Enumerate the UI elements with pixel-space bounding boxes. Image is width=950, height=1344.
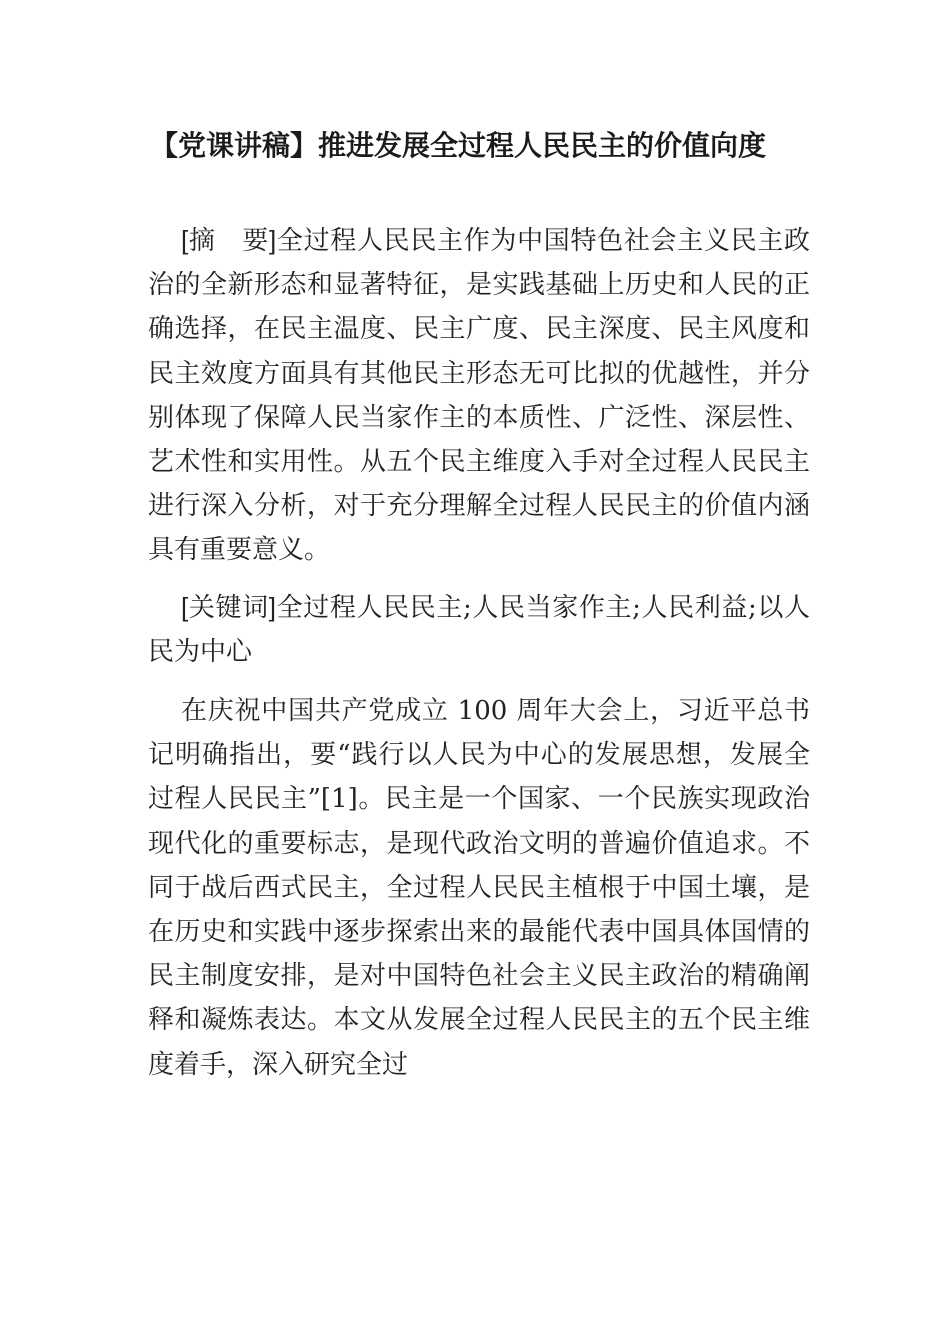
- intro-paragraph: 在庆祝中国共产党成立 100 周年大会上，习近平总书记明确指出，要“践行以人民为中心的发展思想，发展全过程人民民主”[1]。民主是一个国家、一个民族实现政治现代化的重要标志，是现代政治文明的普遍价值追求。不同于战后西式民主，全过程人民民主植根于中国土壤，是在历史和实践中逐步探索出来的最能代表中国具体国情的民主制度安排，是对中国特色社会主义民主政治的精确阐释和凝炼表达。本文从发展全过程人民民主的五个民主维度着手，深入研究全过: [148, 696, 810, 1080]
- keywords-label: [关键词]: [181, 592, 276, 622]
- keywords-paragraph: [148, 585, 810, 674]
- keywords-text: 全过程人民民主;人民当家作主;人民利益;以人民为中心: [148, 593, 810, 668]
- abstract-text: 全过程人民民主作为中国特色社会主义民主政治的全新形态和显著特征，是实践基础上历史和人民的正确选择，在民主温度、民主广度、民主深度、民主风度和民主效度方面具有其他民主形态无可比拟的优越性，并分别体现了保障人民当家作主的本质性、广泛性、深层性、艺术性和实用性。从五个民主维度入手对全过程人民民主进行深入分析，对于充分理解全过程人民民主的价值内涵具有重要意义。: [148, 226, 810, 566]
- document-title: 【党课讲稿】推进发展全过程人民民主的价值向度: [150, 129, 767, 162]
- abstract-paragraph: [148, 218, 810, 573]
- abstract-label: [摘 要]: [181, 225, 277, 255]
